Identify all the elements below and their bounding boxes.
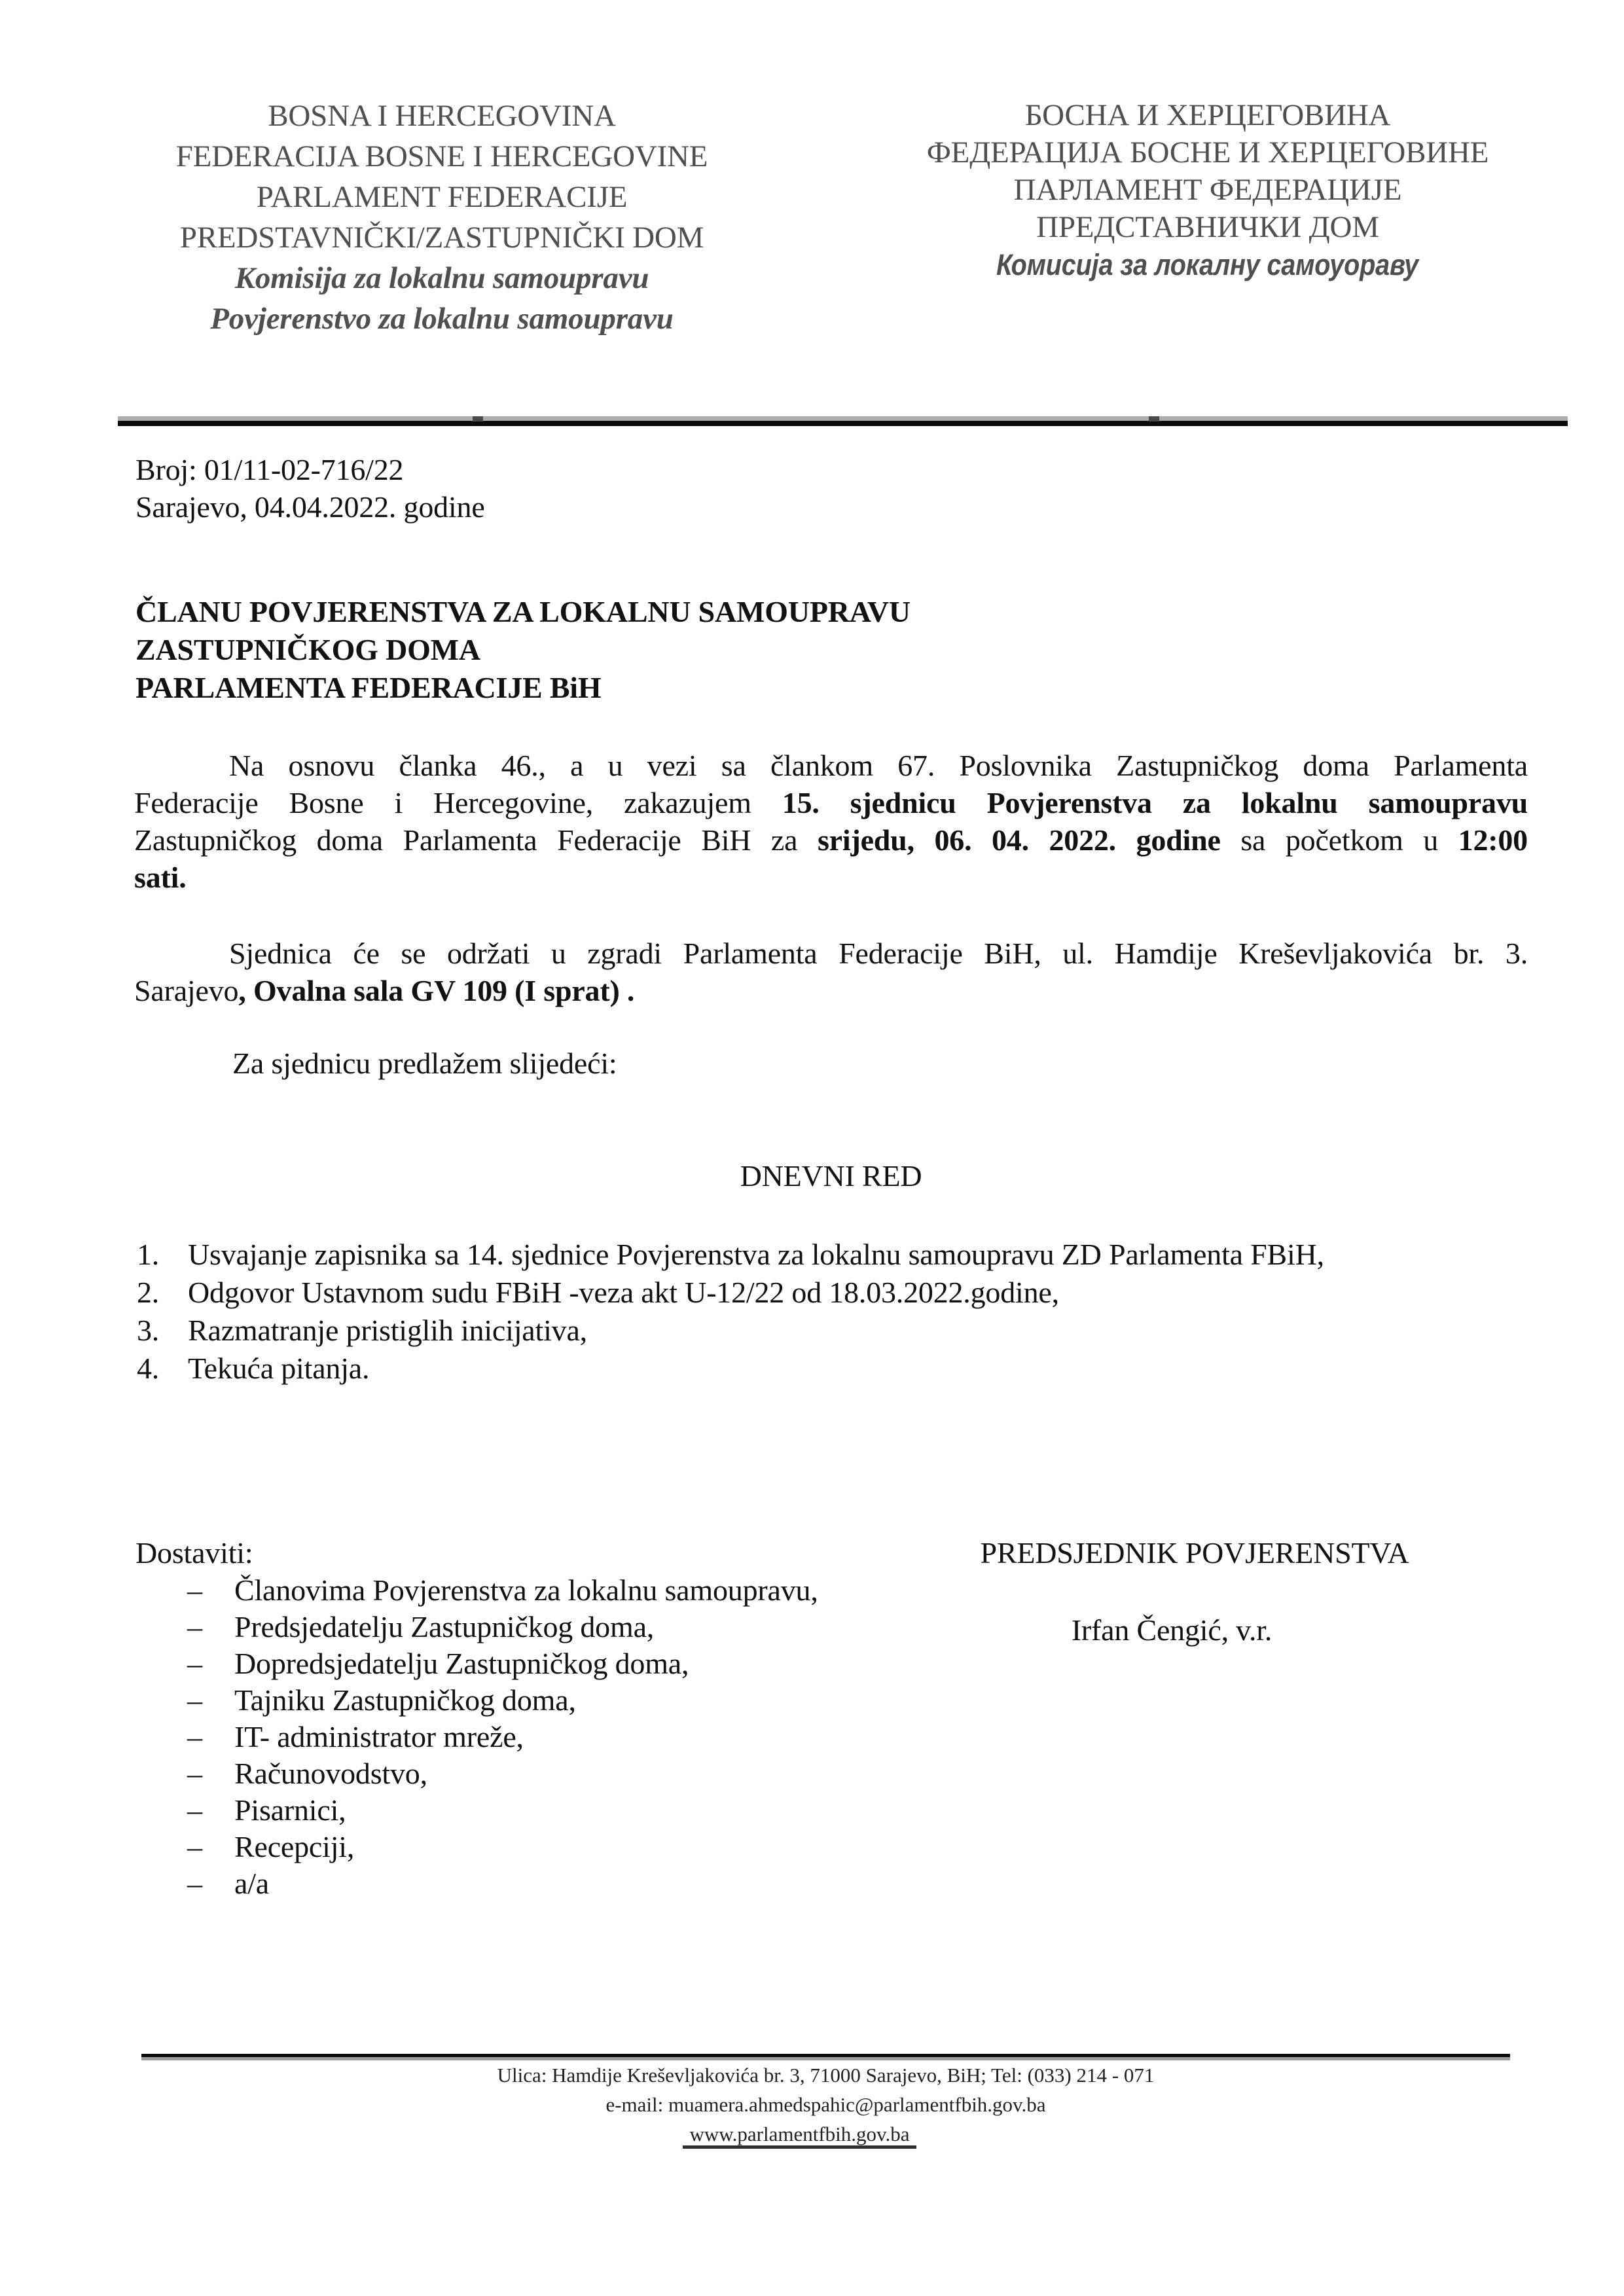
agenda-item-text: Tekuća pitanja. (188, 1352, 370, 1385)
distribution-item-text: a/a (234, 1867, 270, 1900)
paragraph-line: Sjednica će se održati u zgradi Parlamenta Federacije BiH, ul. Hamdije Kreševljakovića br. 3. (229, 937, 1528, 970)
letterhead-federation: FEDERACIJA BOSNE I HERCEGOVINE (175, 139, 708, 173)
letterhead-house: PREDSTAVNIČKI/ZASTUPNIČKI DOM (179, 221, 704, 255)
distribution-item-text: Članovima Povjerenstva za lokalnu samoupravu, (234, 1573, 818, 1607)
header-rule (118, 416, 1568, 426)
agenda-item-text: Razmatranje pristiglih inicijativa, (188, 1314, 587, 1347)
addressee-line-3: PARLAMENTA FEDERACIJE BiH (135, 671, 602, 704)
paragraph-line (134, 821, 1528, 859)
agenda-title: DNEVNI RED (740, 1159, 922, 1193)
text-segment-bold: 12:00 (1458, 823, 1528, 857)
dash-marker: – (187, 1683, 202, 1717)
letterhead-commission-cyr: Комисија за локалну самоуораву (996, 248, 1419, 281)
agenda-item (135, 1236, 1529, 1274)
distribution-item-text: Dopredsjedatelju Zastupničkog doma, (234, 1647, 689, 1680)
letterhead-country: BOSNA I HERCEGOVINA (268, 99, 616, 133)
place-and-date: Sarajevo, 04.04.2022. godine (135, 490, 485, 524)
distribution-item (134, 1682, 1051, 1719)
rule-artifact-right (1149, 416, 1159, 422)
text-segment-bold: 15. sjednicu Povjerenstva za lokalnu samoupravu (782, 786, 1528, 819)
text-segment: Sarajevo (134, 974, 239, 1007)
addressee-line-2: ZASTUPNIČKOG DOMA (135, 633, 480, 666)
distribution-item (134, 1829, 1051, 1865)
letterhead-parliament: PARLAMENT FEDERACIJE (256, 180, 628, 214)
distribution-item-text: Tajniku Zastupničkog doma, (234, 1683, 576, 1717)
paragraph-line (134, 972, 1528, 1009)
agenda-item-number: 2. (137, 1276, 160, 1309)
paragraph-line: Na osnovu članka 46., a u vezi sa člankom 67. Poslovnika Zastupničkog doma Parlamenta (229, 749, 1528, 782)
distribution-item-text: Pisarnici, (234, 1793, 346, 1827)
agenda-list (135, 1236, 1529, 1388)
footer-block (141, 2060, 1510, 2149)
rule-artifact-left (473, 416, 483, 422)
dash-marker: – (187, 1647, 202, 1680)
agenda-item-text: Usvajanje zapisnika sa 14. sjednice Povjerenstva za lokalnu samoupravu ZD Parlamenta FBiH, (188, 1238, 1324, 1271)
document-number: Broj: 01/11-02-716/22 (135, 453, 404, 486)
paragraph-location (134, 935, 1528, 1009)
dash-marker: – (187, 1867, 202, 1900)
letterhead-commission-bs: Komisija za lokalnu samoupravu (234, 261, 649, 295)
dash-marker: – (187, 1830, 202, 1863)
letterhead-commission-hr: Povjerenstvo za lokalnu samoupravu (210, 302, 674, 336)
header-rule-black-band (118, 421, 1568, 426)
text-segment-bold: srijedu, 06. 04. 2022. godine (817, 823, 1221, 857)
distribution-label: Dostaviti: (135, 1536, 253, 1570)
agenda-item (135, 1312, 1529, 1350)
reference-block (135, 451, 485, 526)
text-segment: sa početkom u (1220, 823, 1458, 857)
header-rule-gray-band (118, 416, 1568, 421)
addressee-line-1: ČLANU POVJERENSTVA ZA LOKALNU SAMOUPRAVU (135, 595, 911, 628)
footer-address: Ulica: Hamdije Kreševljakovića br. 3, 71000 Sarajevo, BiH; Tel: (033) 214 - 071 (497, 2064, 1155, 2087)
paragraph-line (134, 784, 1528, 821)
letterhead-country-cyr: БОСНА И ХЕРЦЕГОВИНА (1024, 98, 1391, 132)
website-link[interactable]: www.parlamentfbih.gov.ba (683, 2123, 916, 2149)
footer-website-line (115, 2119, 1484, 2149)
agenda-item-number: 4. (137, 1352, 160, 1385)
distribution-item (134, 1719, 1051, 1755)
dash-marker: – (187, 1757, 202, 1790)
text-segment: Zastupničkog doma Parlamenta Federacije BiH za (134, 823, 818, 857)
text-segment-bold: , Ovalna sala GV 109 (I sprat) . (238, 974, 635, 1007)
distribution-list (134, 1572, 1051, 1902)
text-segment: Federacije Bosne i Hercegovine, zakazujem (134, 786, 782, 819)
agenda-item-text: Odgovor Ustavnom sudu FBiH -veza akt U-12/22 od 18.03.2022.godine, (188, 1276, 1059, 1309)
distribution-item-text: Recepciji, (234, 1830, 355, 1863)
dash-marker: – (187, 1610, 202, 1643)
agenda-item (135, 1274, 1529, 1312)
dash-marker: – (187, 1793, 202, 1827)
distribution-item-text: IT- administrator mreže, (234, 1720, 524, 1753)
agenda-item-number: 1. (137, 1238, 160, 1271)
letterhead-house-cyr: ПРЕДСТАВНИЧКИ ДОМ (1036, 210, 1379, 244)
letterhead-federation-cyr: ФЕДЕРАЦИЈА БОСНЕ И ХЕРЦЕГОВИНЕ (926, 135, 1489, 170)
signature-name: Irfan Čengić, v.r. (1071, 1613, 1272, 1647)
letterhead-parliament-cyr: ПАРЛАМЕНТ ФЕДЕРАЦИЈЕ (1013, 173, 1402, 207)
distribution-item (134, 1755, 1051, 1792)
footer-rule (141, 2054, 1510, 2060)
distribution-item (134, 1572, 1051, 1609)
signature-title: PREDSJEDNIK POVJERENSTVA (980, 1536, 1409, 1570)
distribution-item (134, 1865, 1051, 1902)
paragraph-line: sati. (134, 861, 187, 894)
addressee-block (135, 593, 911, 707)
distribution-item (134, 1792, 1051, 1829)
distribution-item-text: Računovodstvo, (234, 1757, 427, 1790)
footer-email: e-mail: muamera.ahmedspahic@parlamentfbih.gov.ba (605, 2093, 1046, 2116)
agenda-item (135, 1350, 1529, 1388)
distribution-item (134, 1609, 1051, 1645)
distribution-item (134, 1645, 1051, 1682)
paragraph-convocation (134, 747, 1528, 896)
letterhead-right (890, 97, 1525, 284)
paragraph-proposal: Za sjednicu predlažem slijedeći: (232, 1047, 617, 1080)
distribution-item-text: Predsjedatelju Zastupničkog doma, (234, 1610, 655, 1643)
agenda-item-number: 3. (137, 1314, 160, 1347)
letterhead-left (124, 96, 759, 339)
dash-marker: – (187, 1720, 202, 1753)
dash-marker: – (187, 1573, 202, 1607)
